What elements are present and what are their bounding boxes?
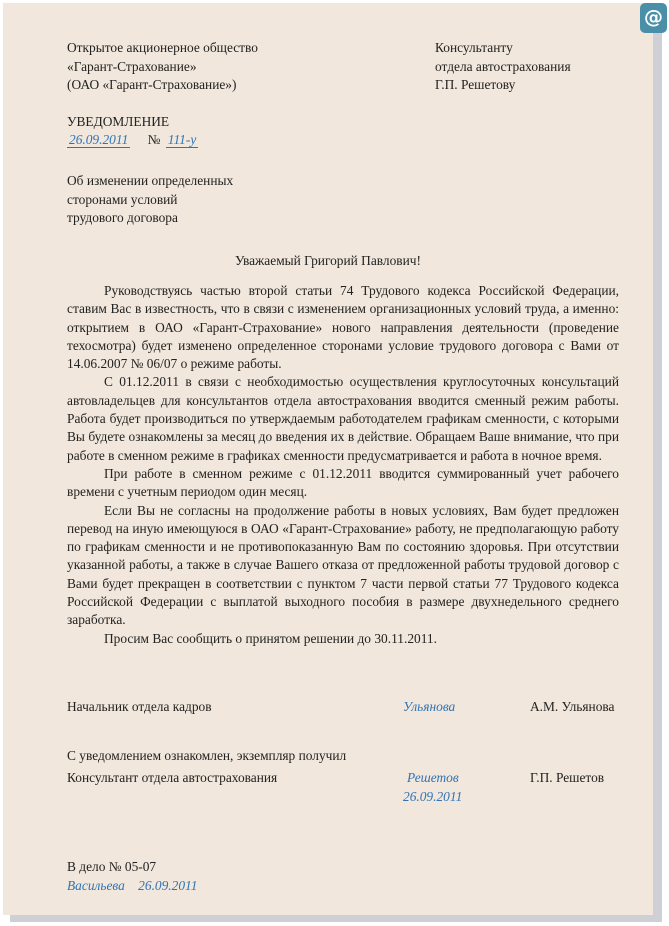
acknowledgement-date: 26.09.2011 — [403, 789, 463, 804]
subject-line: Об изменении определенных — [67, 173, 234, 188]
sender-line: (ОАО «Гарант-Страхование») — [67, 77, 237, 92]
filing-signature — [67, 878, 197, 894]
filing-signer: Васильева — [67, 878, 125, 893]
document-page — [3, 3, 653, 915]
body-paragraph: При работе в сменном режиме с 01.12.2011 вводится суммированный учет рабочего времени с учетным периодом один месяц. — [67, 465, 619, 500]
document-number: 111-у — [167, 132, 197, 147]
document-date: 26.09.2011 — [69, 132, 129, 147]
body-paragraph: Руководствуясь частью второй статьи 74 Трудового кодекса Российской Федерации, ставим Вас в известность, что в связи с изменением организационных условий труда, а именно: открытием в ОАО «Гарант-Страхование» нового направления деятельности (проведение техосмотра) будет изменено определенное сторонами условие трудового договора с Вами от 14.06.2007 № 06/07 о режиме работы. — [67, 283, 619, 372]
signer-signature: Ульянова — [403, 699, 456, 714]
sender-block — [67, 39, 258, 95]
signer-position: Начальник отдела кадров — [67, 699, 212, 714]
subject-line: сторонами условий — [67, 191, 178, 207]
sender-line: Открытое акционерное общество — [67, 40, 258, 55]
subject-line: трудового договора — [67, 210, 178, 225]
acknowledger-name: Г.П. Решетов — [530, 770, 605, 785]
greeting: Уважаемый Григорий Павлович! — [235, 253, 421, 268]
body-paragraph: Если Вы не согласны на продолжение работы в новых условиях, Вам будет предложен перевод на иную имеющуюся в ОАО «Гарант-Страхование» работу, не предполагающую работу по графикам сменности и не противопоказанную Вам по состоянию здоровья. При отсутствии указанной работы, а также в случае Вашего отказа от предложенной работы трудовой договор с Вами будет прекращен в соответствии с пунктом 7 части первой статьи 77 Трудового кодекса Российской Федерации с выплатой выходного пособия в размере двухнедельного среднего заработка. — [67, 502, 619, 628]
acknowledger-signature: Решетов — [407, 770, 459, 785]
number-sign: № — [147, 132, 161, 147]
signer-name: А.М. Ульянова — [530, 699, 615, 714]
document-date-number — [67, 132, 198, 148]
garant-logo-icon: @ — [640, 3, 667, 33]
recipient-block — [435, 39, 571, 95]
sender-line: «Гарант-Страхование» — [67, 58, 197, 74]
body-paragraph: Просим Вас сообщить о принятом решении до 30.11.2011. — [104, 630, 437, 646]
acknowledgement-text: С уведомлением ознакомлен, экземпляр получил — [67, 748, 347, 763]
recipient-line: отдела автострахования — [435, 58, 571, 74]
document-type: УВЕДОМЛЕНИЕ — [67, 114, 170, 129]
recipient-line: Консультанту — [435, 40, 513, 55]
body-text — [67, 282, 619, 648]
acknowledger-position: Консультант отдела автострахования — [67, 770, 278, 785]
body-paragraph: С 01.12.2011 в связи с необходимостью осуществления круглосуточных консультаций автовладельцев для консультантов отдела автострахования вводится сменный режим работы. Работа будет производиться по утверждаемым работодателем графикам сменности, с которыми Вы будете ознакомлены за месяц до введения их в действие. Обращаем Ваше внимание, что при работе в сменном режиме в графиках сменности предусматривается и работа в ночное время. — [67, 374, 619, 463]
filing-date: 26.09.2011 — [138, 878, 198, 893]
subject-block — [67, 172, 233, 228]
filing-note: В дело № 05-07 — [67, 859, 157, 874]
recipient-line: Г.П. Решетову — [435, 77, 516, 92]
